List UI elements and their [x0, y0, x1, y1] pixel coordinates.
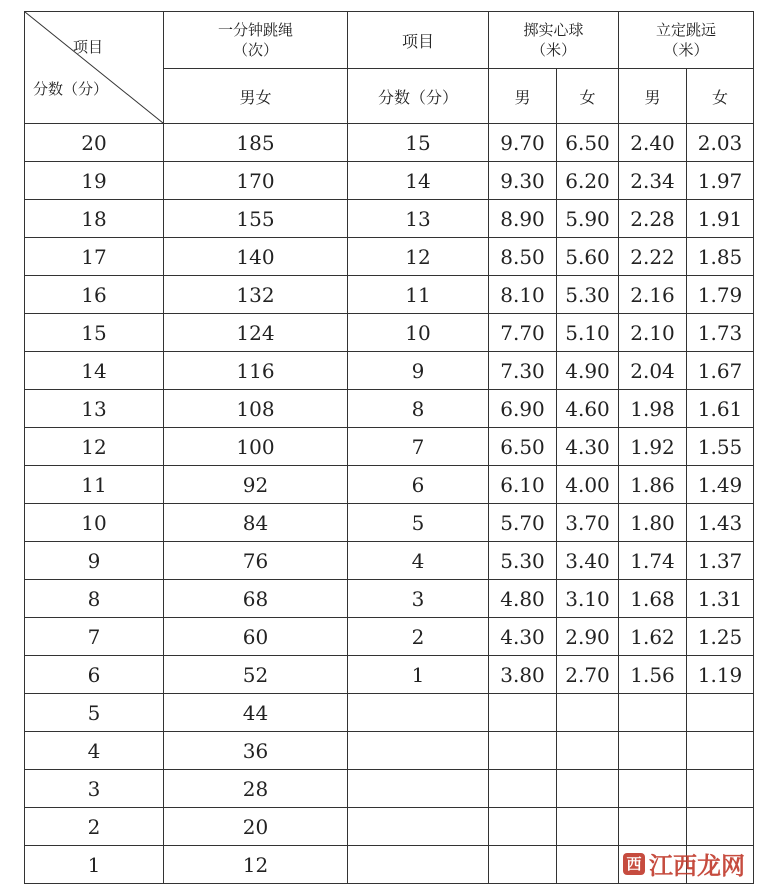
ball-male-cell — [489, 694, 557, 732]
score-cell: 3 — [25, 770, 164, 808]
table-row — [25, 428, 754, 466]
score2-cell: 10 — [348, 314, 489, 352]
ball-male-cell — [489, 770, 557, 808]
ball-male-cell: 6.90 — [489, 390, 557, 428]
score-cell: 5 — [25, 694, 164, 732]
jump-female-cell — [687, 694, 754, 732]
score2-cell: 15 — [348, 124, 489, 162]
ball-male-cell: 5.70 — [489, 504, 557, 542]
rope-unit: （次） — [232, 41, 278, 59]
jump-female-cell: 1.85 — [687, 238, 754, 276]
score-cell: 2 — [25, 808, 164, 846]
ball-female-cell: 6.50 — [557, 124, 619, 162]
score2-cell: 4 — [348, 542, 489, 580]
score-label: 分数（分） — [33, 80, 109, 98]
table-row — [25, 352, 754, 390]
jump-female-header: 女 — [687, 69, 754, 124]
score-cell: 15 — [25, 314, 164, 352]
score-cell: 7 — [25, 618, 164, 656]
table-row — [25, 656, 754, 694]
score2-cell: 7 — [348, 428, 489, 466]
jump-female-cell: 1.37 — [687, 542, 754, 580]
ball-female-cell: 5.30 — [557, 276, 619, 314]
right-project-label: 项目 — [348, 12, 489, 69]
ball-male-cell: 5.30 — [489, 542, 557, 580]
score-cell: 4 — [25, 732, 164, 770]
score-cell: 11 — [25, 466, 164, 504]
jump-unit: （米） — [663, 41, 709, 59]
table-row — [25, 618, 754, 656]
jump-male-cell: 2.16 — [619, 276, 687, 314]
ball-male-cell: 6.10 — [489, 466, 557, 504]
table-row — [25, 200, 754, 238]
ball-female-header: 女 — [557, 69, 619, 124]
ball-male-cell — [489, 846, 557, 884]
rope-header — [164, 12, 348, 69]
jump-female-cell: 1.97 — [687, 162, 754, 200]
rope-cell: 84 — [164, 504, 348, 542]
jump-female-cell: 1.25 — [687, 618, 754, 656]
watermark — [623, 846, 745, 881]
table-row — [25, 124, 754, 162]
jump-male-cell: 2.10 — [619, 314, 687, 352]
jump-male-cell — [619, 770, 687, 808]
score-cell: 17 — [25, 238, 164, 276]
jump-female-cell: 1.67 — [687, 352, 754, 390]
rope-cell: 185 — [164, 124, 348, 162]
ball-male-cell — [489, 808, 557, 846]
rope-cell: 100 — [164, 428, 348, 466]
table-row — [25, 238, 754, 276]
score2-cell — [348, 770, 489, 808]
ball-female-cell: 5.10 — [557, 314, 619, 352]
score2-cell — [348, 694, 489, 732]
rope-cell: 170 — [164, 162, 348, 200]
jump-male-cell: 1.98 — [619, 390, 687, 428]
rope-cell: 60 — [164, 618, 348, 656]
score2-cell: 6 — [348, 466, 489, 504]
ball-female-cell — [557, 846, 619, 884]
table-row — [25, 276, 754, 314]
rope-cell: 155 — [164, 200, 348, 238]
jump-male-cell: 2.40 — [619, 124, 687, 162]
jump-male-cell: 1.80 — [619, 504, 687, 542]
rope-cell: 92 — [164, 466, 348, 504]
jump-female-cell — [687, 808, 754, 846]
table-row — [25, 314, 754, 352]
header-row-1 — [25, 12, 754, 69]
jump-female-cell: 1.55 — [687, 428, 754, 466]
score2-cell: 5 — [348, 504, 489, 542]
jump-female-cell — [687, 732, 754, 770]
ball-male-cell: 7.70 — [489, 314, 557, 352]
project-label: 项目 — [73, 38, 104, 56]
jump-male-cell: 1.86 — [619, 466, 687, 504]
score-cell: 19 — [25, 162, 164, 200]
score-cell: 18 — [25, 200, 164, 238]
jump-male-cell: 2.04 — [619, 352, 687, 390]
ball-female-cell: 3.40 — [557, 542, 619, 580]
jump-male-cell: 1.62 — [619, 618, 687, 656]
ball-male-cell — [489, 732, 557, 770]
jump-male-cell — [619, 694, 687, 732]
jump-female-cell: 1.31 — [687, 580, 754, 618]
score2-cell — [348, 846, 489, 884]
right-score-label: 分数（分） — [348, 69, 489, 124]
jump-male-header: 男 — [619, 69, 687, 124]
ball-male-cell: 9.30 — [489, 162, 557, 200]
rope-cell: 20 — [164, 808, 348, 846]
rope-cell: 12 — [164, 846, 348, 884]
jump-female-cell: 1.91 — [687, 200, 754, 238]
jump-female-cell: 1.49 — [687, 466, 754, 504]
rope-cell: 28 — [164, 770, 348, 808]
ball-female-cell: 2.70 — [557, 656, 619, 694]
score-cell: 6 — [25, 656, 164, 694]
score-cell: 16 — [25, 276, 164, 314]
jump-male-cell — [619, 732, 687, 770]
jump-female-cell: 1.43 — [687, 504, 754, 542]
ball-male-cell: 9.70 — [489, 124, 557, 162]
ball-title: 掷实心球 — [523, 21, 584, 39]
score2-cell — [348, 732, 489, 770]
ball-female-cell: 5.90 — [557, 200, 619, 238]
score-cell: 9 — [25, 542, 164, 580]
jump-male-cell: 2.22 — [619, 238, 687, 276]
score-cell: 14 — [25, 352, 164, 390]
rope-title: 一分钟跳绳 — [217, 21, 293, 39]
ball-unit: （米） — [531, 41, 577, 59]
ball-male-cell: 8.10 — [489, 276, 557, 314]
score-cell: 13 — [25, 390, 164, 428]
score-cell: 12 — [25, 428, 164, 466]
watermark-logo: 西 — [623, 853, 645, 875]
ball-female-cell: 4.30 — [557, 428, 619, 466]
score2-cell: 3 — [348, 580, 489, 618]
jump-title: 立定跳远 — [656, 21, 717, 39]
score2-cell: 13 — [348, 200, 489, 238]
rope-cell: 76 — [164, 542, 348, 580]
jump-female-cell — [687, 770, 754, 808]
table-row — [25, 162, 754, 200]
score2-cell: 11 — [348, 276, 489, 314]
watermark-text: 江西龙网 — [649, 852, 745, 880]
jump-female-cell: 1.73 — [687, 314, 754, 352]
ball-female-cell: 4.60 — [557, 390, 619, 428]
diagonal-line — [25, 12, 163, 123]
score-cell: 1 — [25, 846, 164, 884]
rope-cell: 108 — [164, 390, 348, 428]
jump-male-cell — [619, 808, 687, 846]
score-table — [24, 11, 754, 884]
rope-gender: 男女 — [164, 69, 348, 124]
score2-cell — [348, 808, 489, 846]
score2-cell: 14 — [348, 162, 489, 200]
table-row — [25, 694, 754, 732]
ball-female-cell: 5.60 — [557, 238, 619, 276]
jump-male-cell: 2.28 — [619, 200, 687, 238]
ball-female-cell: 3.10 — [557, 580, 619, 618]
ball-male-cell: 4.30 — [489, 618, 557, 656]
ball-male-cell: 3.80 — [489, 656, 557, 694]
ball-male-header: 男 — [489, 69, 557, 124]
table-body — [25, 124, 754, 884]
score2-cell: 12 — [348, 238, 489, 276]
score-cell: 20 — [25, 124, 164, 162]
jump-male-cell: 1.92 — [619, 428, 687, 466]
ball-female-cell: 6.20 — [557, 162, 619, 200]
table-row — [25, 732, 754, 770]
ball-header — [489, 12, 619, 69]
ball-female-cell: 2.90 — [557, 618, 619, 656]
jump-male-cell: 1.56 — [619, 656, 687, 694]
score2-cell: 1 — [348, 656, 489, 694]
ball-female-cell — [557, 694, 619, 732]
rope-cell: 124 — [164, 314, 348, 352]
table-row — [25, 390, 754, 428]
jump-male-cell: 1.74 — [619, 542, 687, 580]
rope-cell: 116 — [164, 352, 348, 390]
ball-female-cell: 3.70 — [557, 504, 619, 542]
score2-cell: 8 — [348, 390, 489, 428]
table-row — [25, 504, 754, 542]
ball-male-cell: 8.50 — [489, 238, 557, 276]
score2-cell: 2 — [348, 618, 489, 656]
ball-male-cell: 6.50 — [489, 428, 557, 466]
ball-male-cell: 7.30 — [489, 352, 557, 390]
table-row — [25, 770, 754, 808]
rope-cell: 68 — [164, 580, 348, 618]
score-cell: 10 — [25, 504, 164, 542]
jump-female-cell: 1.19 — [687, 656, 754, 694]
jump-female-cell: 2.03 — [687, 124, 754, 162]
ball-female-cell — [557, 770, 619, 808]
score2-cell: 9 — [348, 352, 489, 390]
ball-female-cell: 4.90 — [557, 352, 619, 390]
ball-male-cell: 4.80 — [489, 580, 557, 618]
table-row — [25, 808, 754, 846]
jump-male-cell: 1.68 — [619, 580, 687, 618]
jump-header — [619, 12, 754, 69]
rope-cell: 36 — [164, 732, 348, 770]
score-cell: 8 — [25, 580, 164, 618]
rope-cell: 132 — [164, 276, 348, 314]
ball-female-cell — [557, 808, 619, 846]
ball-female-cell — [557, 732, 619, 770]
rope-cell: 52 — [164, 656, 348, 694]
table-row — [25, 580, 754, 618]
diagonal-header-cell — [25, 12, 164, 124]
jump-male-cell: 2.34 — [619, 162, 687, 200]
table-row — [25, 542, 754, 580]
rope-cell: 140 — [164, 238, 348, 276]
table-row — [25, 466, 754, 504]
jump-female-cell: 1.61 — [687, 390, 754, 428]
ball-male-cell: 8.90 — [489, 200, 557, 238]
jump-female-cell: 1.79 — [687, 276, 754, 314]
ball-female-cell: 4.00 — [557, 466, 619, 504]
rope-cell: 44 — [164, 694, 348, 732]
